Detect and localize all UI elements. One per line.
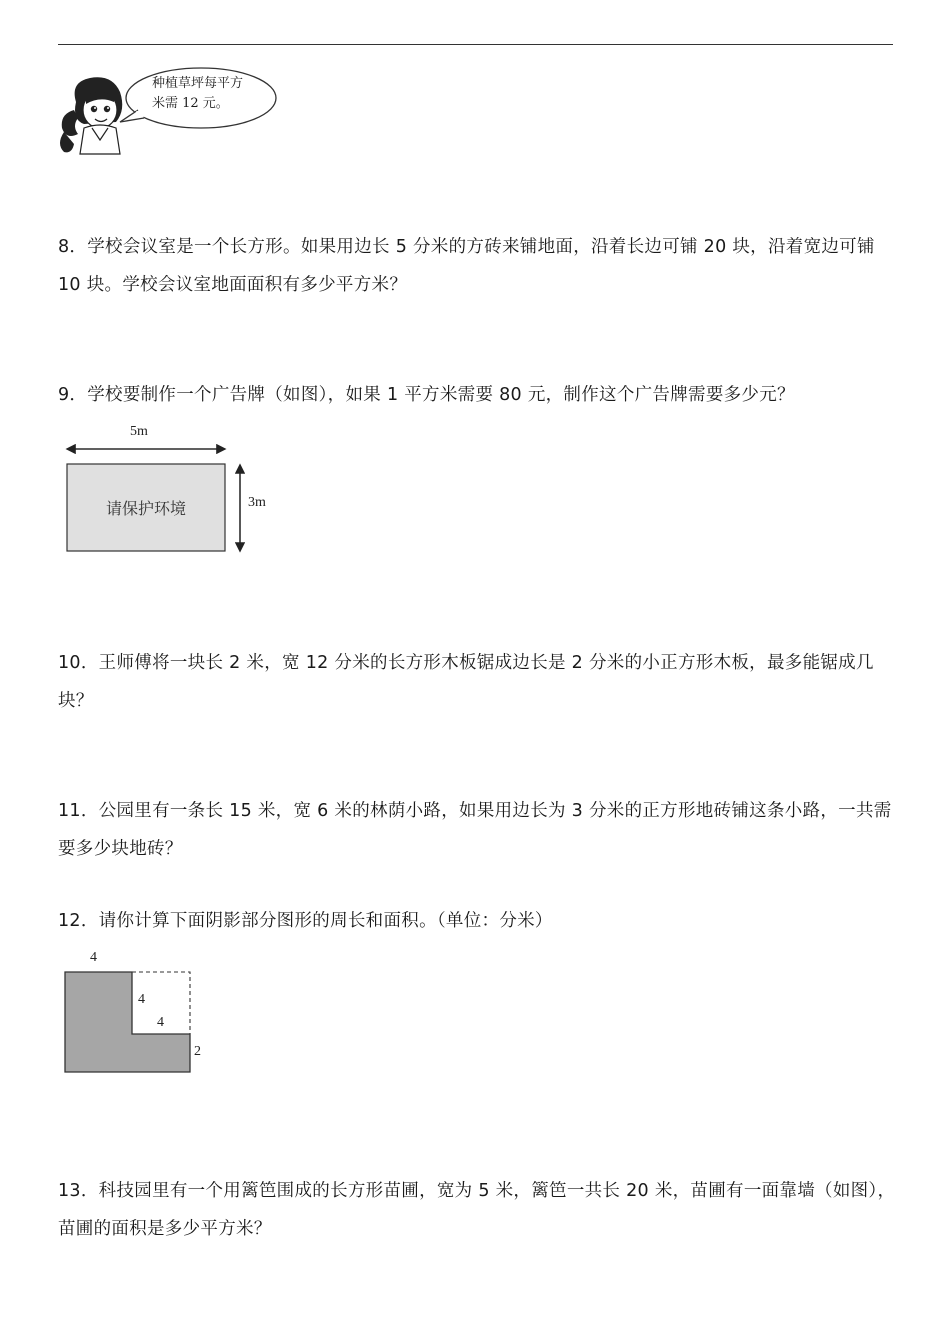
question-number: 8． xyxy=(58,237,88,257)
question-number: 9． xyxy=(58,385,88,405)
label-inner-horizontal: 4 xyxy=(157,1015,164,1030)
shaded-l-shape xyxy=(65,972,190,1072)
question-text: 王师傅将一块长 2 米，宽 12 分米的长方形木板锯成边长是 2 分米的小正方形木板，最多能锯成几块？ xyxy=(58,653,874,711)
billboard-height-label: 3m xyxy=(248,495,266,510)
question-10 xyxy=(58,644,898,720)
question-number: 12． xyxy=(58,911,99,931)
question-text: 学校会议室是一个长方形。如果用边长 5 分米的方砖来铺地面，沿着长边可铺 20 块，沿着宽边可铺 10 块。学校会议室地面面积有多少平方米？ xyxy=(58,237,875,295)
label-inner-vertical: 4 xyxy=(138,992,145,1007)
bubble-line-1: 种植草坪每平方 xyxy=(152,76,244,91)
billboard-sign-text: 请保护环境 xyxy=(106,499,187,518)
question-9 xyxy=(58,376,908,414)
question-number: 11． xyxy=(58,801,99,821)
header-rule xyxy=(58,44,893,45)
label-right: 2 xyxy=(194,1044,201,1059)
question-text: 请你计算下面阴影部分图形的周长和面积。（单位：分米） xyxy=(98,911,553,931)
question-number: 10． xyxy=(58,653,99,673)
question-12 xyxy=(58,902,898,940)
shaded-figure xyxy=(60,948,220,1078)
billboard-width-label: 5m xyxy=(130,424,148,439)
question-text: 学校要制作一个广告牌（如图），如果 1 平方米需要 80 元，制作这个广告牌需要多少元？ xyxy=(87,385,795,405)
question-11 xyxy=(58,792,898,868)
question-13 xyxy=(58,1172,898,1248)
question-text: 科技园里有一个用篱笆围成的长方形苗圃，宽为 5 米，篱笆一共长 20 米，苗圃有一面靠墙（如图），苗圃的面积是多少平方米？ xyxy=(58,1181,896,1239)
question-8 xyxy=(58,228,898,304)
label-top: 4 xyxy=(90,950,97,965)
question-text: 公园里有一条长 15 米，宽 6 米的林荫小路，如果用边长为 3 分米的正方形地砖铺这条小路，一共需要多少块地砖？ xyxy=(58,801,892,859)
bubble-line-2: 米需 12 元。 xyxy=(152,96,229,111)
billboard-figure xyxy=(60,422,290,562)
question-number: 13． xyxy=(58,1181,99,1201)
girl-illustration xyxy=(56,62,286,162)
